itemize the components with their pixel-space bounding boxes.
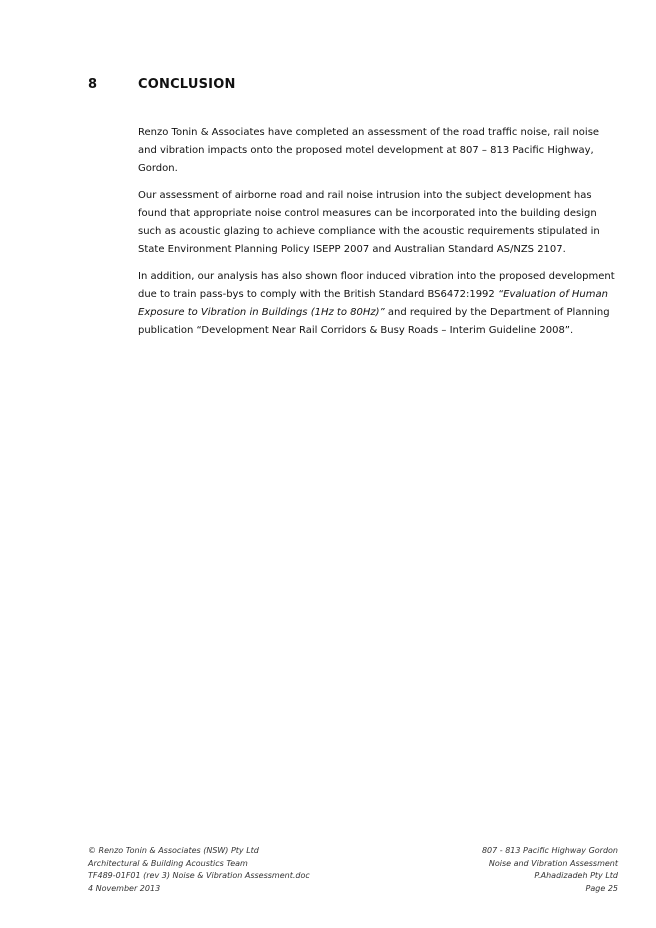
paragraph-2: Our assessment of airborne road and rail noise intrusion into the subject development has found that appropriate noise control measures can be incorporated into the building design such as acoustic glazing to achieve compliance with the acoustic requirements stipulated in State Environment Planning Policy ISEPP 2007 and Australian Standard AS/NZS 2107. [138, 190, 600, 255]
section-number: 8 [88, 77, 98, 92]
paragraph-3-text-a: In addition, our analysis has also shown floor induced vibration into the proposed development due to train pass-bys to comply with the British Standard BS6472:1992 [138, 271, 615, 300]
footer-left [88, 845, 310, 895]
paragraph-1: Renzo Tonin & Associates have completed an assessment of the road traffic noise, rail noise and vibration impacts onto the proposed motel development at 807 – 813 Pacific Highway, Gordon. [138, 127, 600, 174]
body-text [138, 124, 618, 349]
paragraph-3 [138, 268, 618, 340]
footer-copyright: © Renzo Tonin & Associates (NSW) Pty Ltd [88, 846, 259, 855]
footer-filename: TF489-01F01 (rev 3) Noise & Vibration Assessment.doc [88, 871, 310, 881]
section-title: CONCLUSION [138, 77, 236, 92]
footer-date: 4 November 2013 [88, 883, 161, 893]
footer-page-number: Page 25 [585, 883, 618, 893]
footer-right [482, 845, 618, 895]
paragraph-3-citation: “Evaluation of Human Exposure to Vibration in Buildings (1Hz to 80Hz)” [138, 289, 608, 318]
footer-team: Architectural & Building Acoustics Team [88, 858, 248, 868]
footer-project-address: 807 - 813 Pacific Highway Gordon [481, 846, 618, 855]
footer-report-title: Noise and Vibration Assessment [488, 858, 618, 868]
footer-client: P.Ahadizadeh Pty Ltd [534, 871, 618, 881]
paragraph-3-text-b: and required by the Department of Planning publication “Development Near Rail Corridors & Busy Roads – Interim Guideline 2008”. [138, 307, 610, 336]
